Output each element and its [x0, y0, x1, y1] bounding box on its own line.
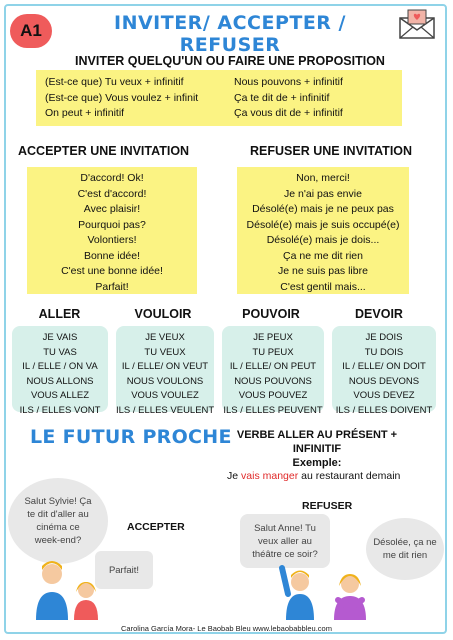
verb-form: NOUS DEVONS [348, 375, 420, 387]
accepter-line: Bonne idée! [83, 249, 141, 262]
verb-title-vouloir: VOULOIR [134, 307, 192, 321]
verb-form: VOUS POUVEZ [238, 390, 308, 401]
bubble-text [252, 522, 317, 561]
bubble-text [373, 536, 436, 562]
refuser-line: Je ne suis pas libre [278, 265, 368, 277]
futur-example-verb: vais manger [241, 470, 299, 482]
verb-form: TU VEUX [144, 346, 186, 358]
conjugation-box-devoir [332, 326, 436, 416]
proposition-right-line: Nous pouvons + infinitif [234, 76, 343, 88]
verb-form: ILS / ELLES DOIVENT [335, 404, 433, 416]
accepter-line: Avec plaisir! [83, 203, 141, 215]
verb-form: IL / ELLE/ ON VEUT [121, 361, 209, 372]
conjugation-box-vouloir [116, 326, 215, 416]
bubble-text [24, 495, 91, 547]
verb-form: VOUS VOULEZ [131, 390, 199, 401]
verb-form: JE VAIS [42, 332, 78, 343]
verb-form: IL / ELLE / ON VA [22, 361, 98, 372]
bubble-line: théâtre ce soir? [252, 548, 318, 560]
verb-form: VOUS DEVEZ [353, 390, 415, 401]
refuser-line: Non, merci! [296, 172, 350, 184]
futur-rule-line: VERBE ALLER AU PRÉSENT + [236, 429, 398, 441]
verb-title-aller: ALLER [38, 307, 81, 321]
verb-form: ILS / ELLES VONT [19, 404, 101, 416]
bubble-line: Salut Sylvie! Ça [24, 496, 92, 507]
verb-form: JE PEUX [253, 332, 293, 343]
bubble-line: veux aller au [258, 535, 312, 547]
footer-credit: Carolina García Mora- Le Baobab Bleu www.lebaobabbleu.com [121, 624, 332, 633]
accepter-title: ACCEPTER UNE INVITATION [18, 144, 190, 158]
verb-form: NOUS ALLONS [26, 375, 94, 387]
proposition-right-line: Ça te dit de + infinitif [234, 91, 330, 104]
futur-example-post: au restaurant demain [298, 470, 401, 482]
bubble-line: week-end? [34, 535, 82, 546]
proposition-title: INVITER QUELQU'UN OU FAIRE UNE PROPOSITION [75, 54, 385, 68]
proposition-right-line: Ça vous dit de + infinitif [234, 107, 343, 119]
people-illustration-refuse [278, 560, 388, 620]
proposition-left-line: (Est-ce que) Tu veux + infinitif [45, 76, 184, 88]
accepter-line: Parfait! [95, 280, 129, 293]
refuser-line: Je n'ai pas envie [284, 187, 362, 200]
refuser-line: Désolé(e) mais je suis occupé(e) [246, 218, 400, 231]
futur-example-pre: Je [227, 470, 242, 482]
proposition-left-line: (Est-ce que) Vous voulez + infinit [45, 91, 199, 104]
verb-form: IL / ELLE/ ON PEUT [229, 361, 317, 372]
refuser-line: C'est gentil mais... [280, 280, 366, 293]
proposition-left-line: On peut + infinitif [45, 107, 125, 119]
verb-title-devoir: DEVOIR [355, 307, 403, 321]
futur-example [227, 470, 400, 482]
speech-bubble-reply: Parfait! [95, 551, 153, 589]
conjugation-box-pouvoir [222, 326, 324, 416]
bubble-line: me dit rien [382, 550, 428, 561]
proposition-right-list [234, 75, 343, 122]
refuser-title: REFUSER UNE INVITATION [250, 144, 413, 158]
bubble-line: Salut Anne! Tu [254, 522, 316, 534]
verb-form: JE DOIS [365, 332, 403, 343]
verb-form: ILS / ELLES VEULENT [116, 404, 215, 416]
accepter-note [27, 167, 197, 294]
verb-form: TU DOIS [364, 346, 404, 358]
refuser-line: Ça ne me dit rien [283, 249, 363, 262]
speech-bubble-invite [8, 478, 108, 564]
accepter-line: C'est d'accord! [77, 187, 147, 200]
verb-form: ILS / ELLES PEUVENT [223, 404, 323, 416]
verb-form: TU PEUX [252, 346, 294, 358]
page-title: INVITER/ ACCEPTER / REFUSER [114, 12, 346, 56]
futur-rule-line: INFINITIF [292, 443, 342, 455]
accepter-line: D'accord! Ok! [80, 172, 144, 184]
refuser-line: Désolé(e) mais je ne peux pas [252, 203, 394, 215]
verb-form: IL / ELLE/ ON DOIT [342, 361, 426, 372]
people-illustration-accept [30, 558, 110, 620]
verb-form: VOUS ALLEZ [30, 390, 90, 401]
verb-form: JE VEUX [145, 332, 185, 343]
accepter-line: Volontiers! [87, 234, 137, 246]
accepter-line: C'est une bonne idée! [61, 265, 163, 277]
accepter-line: Pourquoi pas? [78, 218, 146, 231]
accepter-label: ACCEPTER [127, 521, 185, 533]
verb-form: NOUS VOULONS [126, 375, 204, 387]
refuser-line: Désolé(e) mais je dois... [266, 234, 380, 246]
verb-title-pouvoir: POUVOIR [242, 307, 300, 321]
verb-form: NOUS POUVONS [234, 375, 312, 387]
refuser-label: REFUSER [302, 500, 353, 512]
refuser-note [237, 167, 409, 294]
bubble-line: Désolée, ça ne [373, 537, 437, 548]
level-badge: A1 [10, 14, 52, 48]
conjugation-box-aller [12, 326, 108, 416]
futur-rule [222, 428, 412, 470]
bubble-line: te dit d'aller au [27, 509, 89, 520]
proposition-left-list [45, 75, 198, 122]
bubble-line: cinéma ce [36, 522, 80, 533]
futur-proche-title: LE FUTUR PROCHE [30, 426, 232, 448]
proposition-note [36, 70, 402, 126]
envelope-heart-icon [398, 8, 436, 40]
futur-example-label: Exemple: [292, 457, 342, 469]
verb-form: TU VAS [43, 346, 77, 358]
